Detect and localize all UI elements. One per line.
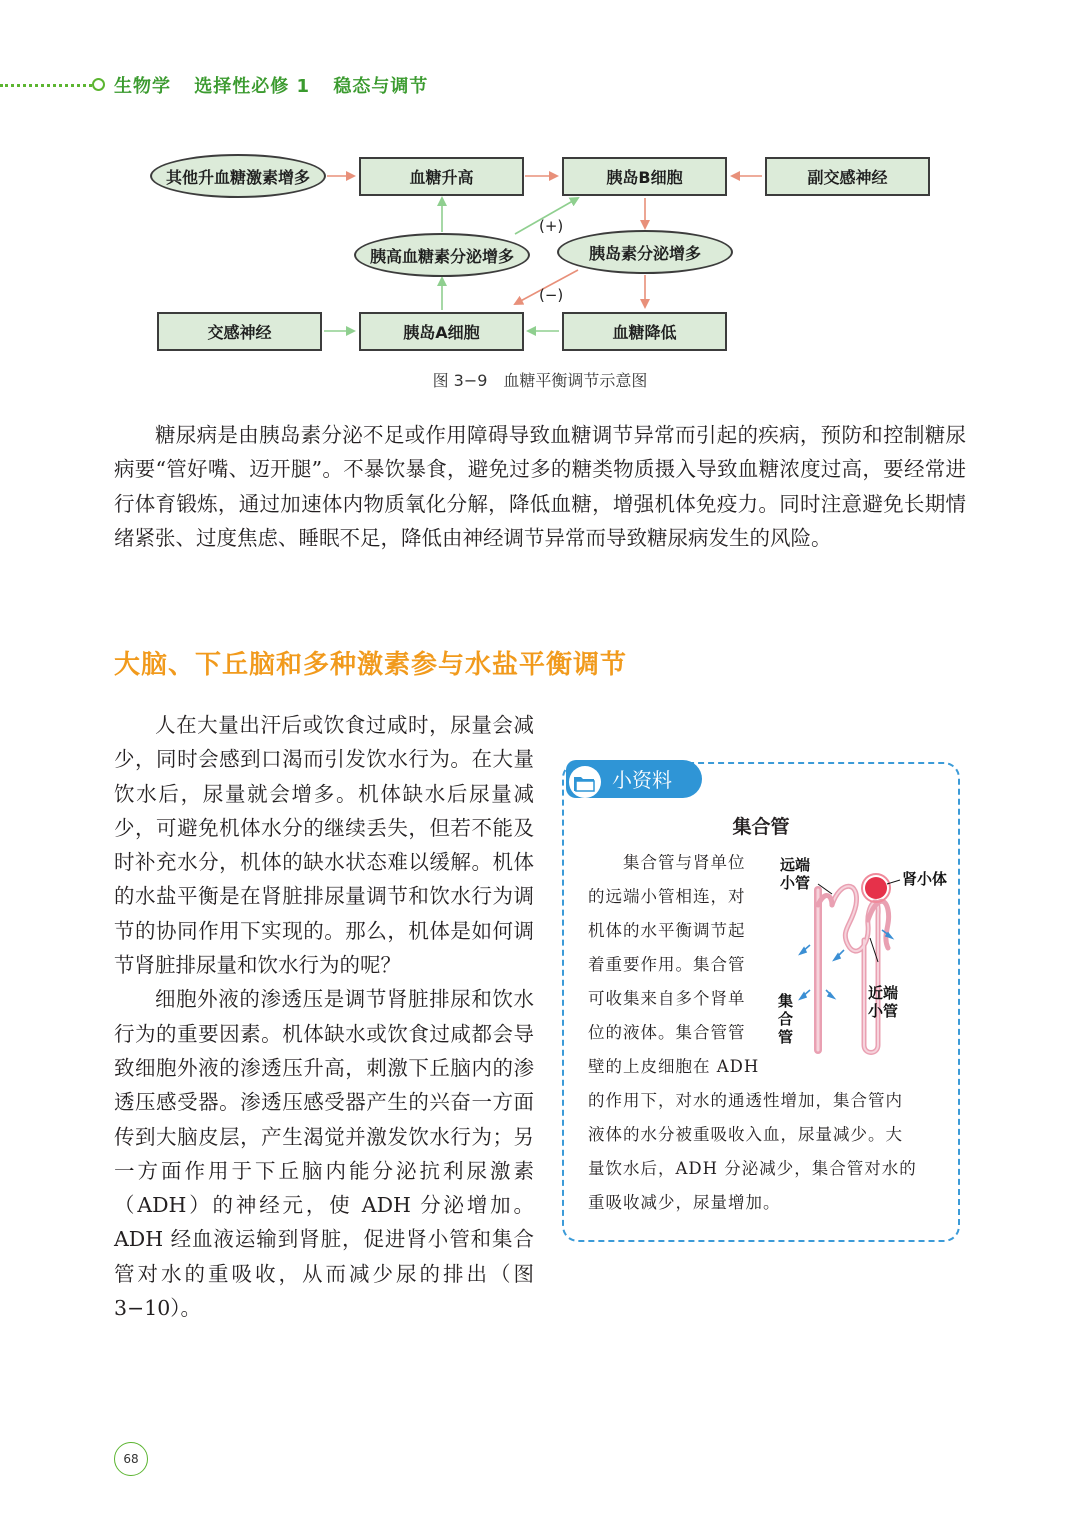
info-line: 壁的上皮细胞在 ADH <box>588 1057 760 1076</box>
label-proximal-tubule: 近端小管 <box>868 984 899 1020</box>
page-number: 68 <box>114 1442 148 1476</box>
info-line: 重吸收减少，尿量增加。 <box>588 1193 781 1212</box>
info-line: 机体的水平衡调节起 <box>588 921 746 940</box>
paragraph-water-intro: 人在大量出汗后或饮食过咸时，尿量会减少，同时会感到口渴而引发饮水行为。在大量饮水后，尿量就会增多。机体缺水后尿量减少，可避免机体水分的继续丢失，但若不能及时补充水分，机体的缺水状态难以缓解。机体的水盐平衡是在肾脏排尿量调节和饮水行为调节的协同作用下实现的。那么，机体是如何调节肾脏排尿量和饮水行为的呢？ <box>114 713 534 978</box>
info-tab-label: 小资料 <box>612 768 672 792</box>
info-line: 可收集来自多个肾单 <box>588 989 746 1008</box>
node-other-hormones: 其他升血糖激素增多 <box>150 154 326 198</box>
node-glucose-up: 血糖升高 <box>359 157 524 196</box>
info-title: 集合管 <box>732 816 790 838</box>
paragraph-diabetes <box>114 418 966 555</box>
node-glucose-down: 血糖降低 <box>562 312 727 351</box>
paragraph-osmotic: 细胞外液的渗透压是调节肾脏排尿和饮水行为的重要因素。机体缺水或饮食过咸都会导致细胞外液的渗透压升高，刺激下丘脑内的渗透压感受器。渗透压感受器产生的兴奋一方面传到大脑皮层，产生渴觉并激发饮水行为；另一方面作用于下丘脑内能分泌抗利尿激素（ADH）的神经元，使 ADH 分泌增加。ADH 经血液运输到肾脏，促进肾小管和集合管对水的重吸收，从而减少尿的排出（图 3−10）。 <box>114 987 534 1321</box>
paragraph-water-balance <box>114 708 534 1325</box>
info-line: 着重要作用。集合管 <box>588 955 746 974</box>
node-parasympathetic: 副交感神经 <box>765 157 930 196</box>
node-alpha-cell: 胰岛A细胞 <box>359 312 524 351</box>
info-line: 量饮水后，ADH 分泌减少，集合管对水的 <box>588 1159 917 1178</box>
header-chapter: 稳态与调节 <box>333 76 429 97</box>
figure-caption: 图 3−9 血糖平衡调节示意图 <box>432 371 648 390</box>
label-distal-tubule: 远端小管 <box>780 856 811 892</box>
node-sympathetic: 交感神经 <box>157 312 322 351</box>
info-text-narrow <box>588 846 759 1084</box>
info-line: 液体的水分被重吸收入血，尿量减少。大 <box>588 1125 903 1144</box>
info-line: 集合管与肾单位 <box>588 853 746 872</box>
info-line: 的远端小管相连，对 <box>588 887 746 906</box>
node-insulin: 胰岛素分泌增多 <box>557 230 733 274</box>
minus-sign: (−) <box>539 286 564 304</box>
header-book: 选择性必修 1 <box>194 76 311 97</box>
paragraph-diabetes-text: 糖尿病是由胰岛素分泌不足或作用障碍导致血糖调节异常而引起的疾病，预防和控制糖尿病要“管好嘴、迈开腿”。不暴饮暴食，避免过多的糖类物质摄入导致血糖浓度过高，要经常进行体育锻炼，通过加速体内物质氧化分解，降低血糖，增强机体免疫力。同时注意避免长期情绪紧张、过度焦虑、睡眠不足，降低由神经调节异常而导致糖尿病发生的风险。 <box>114 423 966 550</box>
label-collecting-duct: 集合管 <box>778 992 794 1046</box>
section-title: 大脑、下丘脑和多种激素参与水盐平衡调节 <box>114 650 628 680</box>
node-beta-cell: 胰岛B细胞 <box>562 157 727 196</box>
label-glomerulus: 肾小体 <box>902 870 948 888</box>
info-line: 位的液体。集合管管 <box>588 1023 746 1042</box>
plus-sign: (+) <box>539 217 564 235</box>
info-text-wide <box>588 1084 917 1220</box>
header-subject: 生物学 <box>114 76 171 97</box>
node-glucagon: 胰高血糖素分泌增多 <box>354 233 530 277</box>
glomerulus-mark <box>865 877 887 899</box>
info-line: 的作用下，对水的通透性增加，集合管内 <box>588 1091 903 1110</box>
folder-icon <box>566 766 606 798</box>
